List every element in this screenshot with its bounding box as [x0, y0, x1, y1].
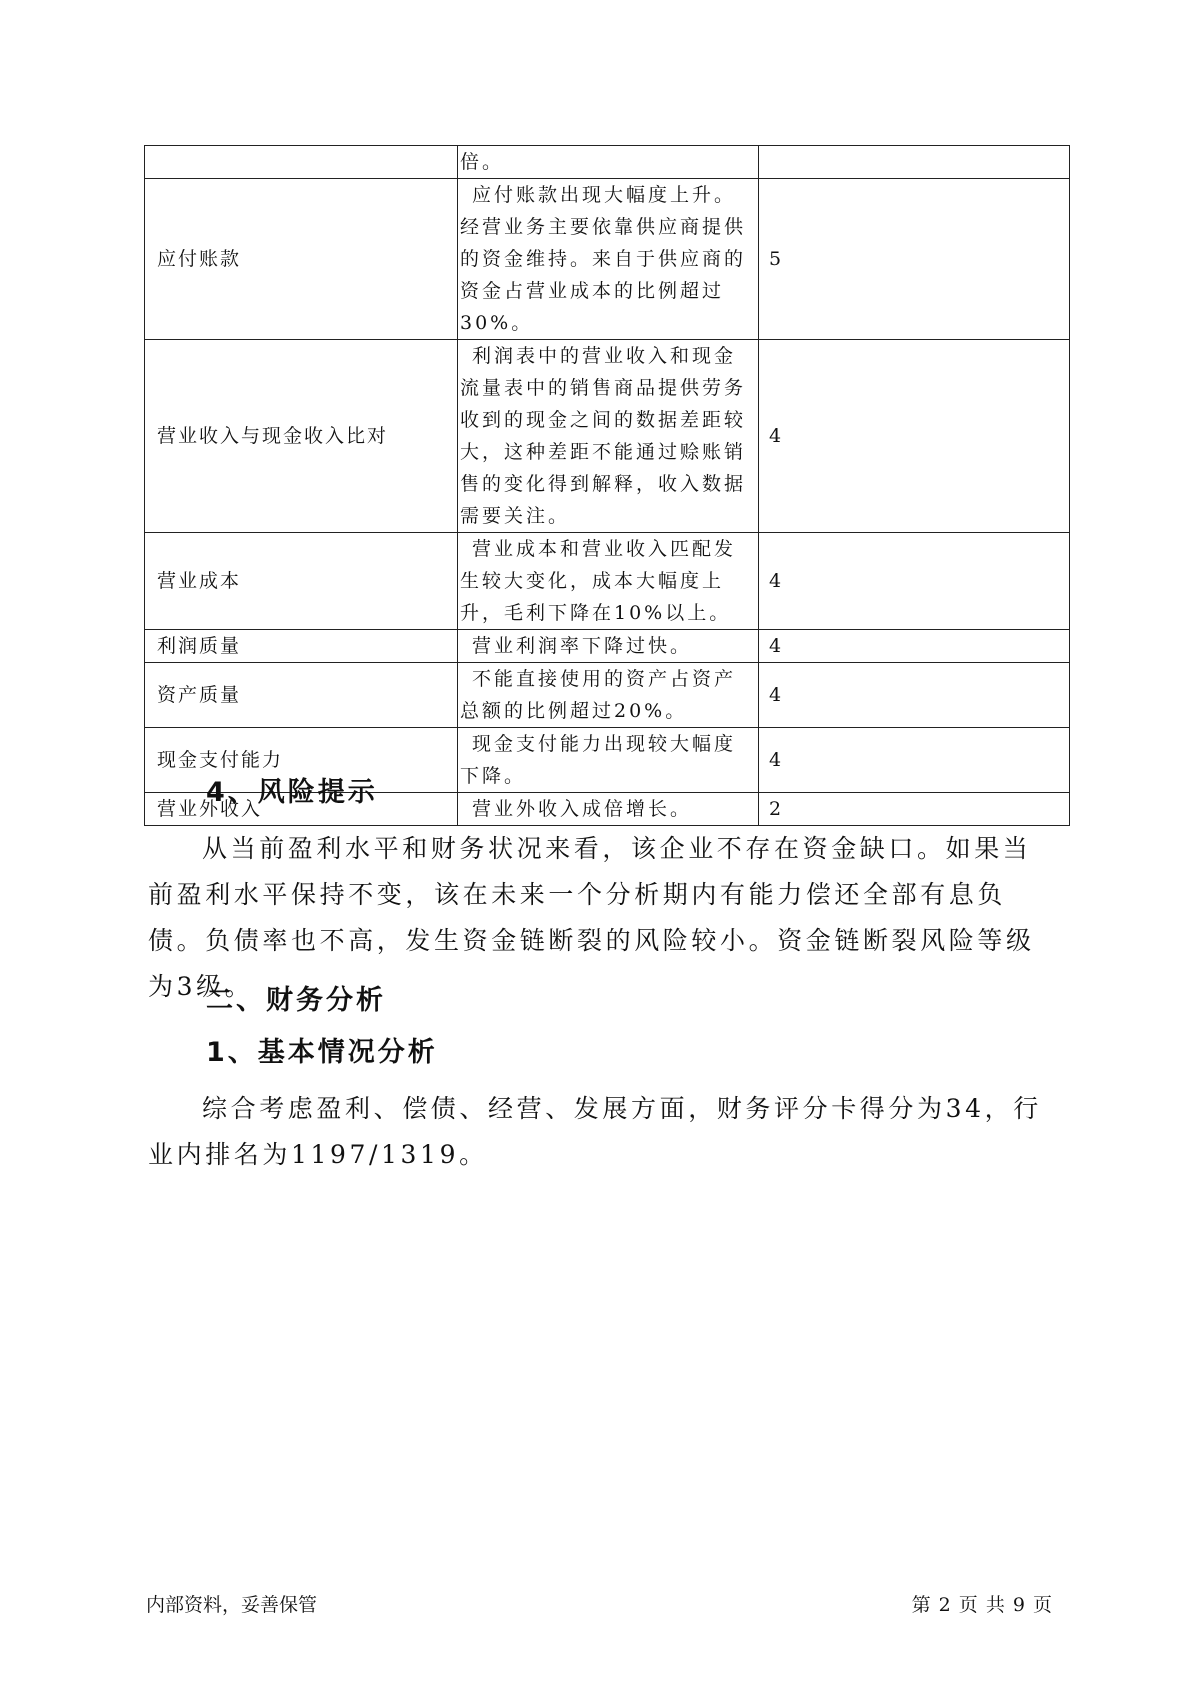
risk-warning-paragraph: 从当前盈利水平和财务状况来看，该企业不存在资金缺口。如果当前盈利水平保持不变，该在未来一个分析期内有能力偿还全部有息负债。负债率也不高，发生资金链断裂的风险较小。资金链断裂风险等级为3级。 [148, 834, 1035, 1001]
indicator-description: 现金支付能力出现较大幅度下降。 [458, 728, 759, 793]
table-row [145, 533, 1070, 630]
footer-confidential-note: 内部资料，妥善保管 [146, 1594, 318, 1616]
indicator-score: 5 [759, 179, 1070, 340]
indicator-score: 4 [759, 533, 1070, 630]
indicator-description: 营业利润率下降过快。 [458, 630, 759, 663]
basic-analysis-heading: 1、基本情况分析 [206, 1037, 438, 1068]
indicator-score: 4 [759, 728, 1070, 793]
table-row [145, 146, 1070, 179]
indicator-score: 2 [759, 793, 1070, 826]
indicator-name: 营业成本 [145, 533, 458, 630]
risk-warning-heading: 4、风险提示 [206, 777, 378, 808]
indicator-description: 应付账款出现大幅度上升。经营业务主要依靠供应商提供的资金维持。来自于供应商的资金占营业成本的比例超过30%。 [458, 179, 759, 340]
indicator-name: 营业收入与现金收入比对 [145, 340, 458, 533]
table-row [145, 663, 1070, 728]
indicator-name: 营业外收入 [145, 793, 458, 826]
table-row [145, 630, 1070, 663]
indicator-name: 利润质量 [145, 630, 458, 663]
financial-analysis-heading: 二、财务分析 [206, 985, 386, 1016]
indicator-description: 营业成本和营业收入匹配发生较大变化，成本大幅度上升，毛利下降在10%以上。 [458, 533, 759, 630]
indicator-name [145, 146, 458, 179]
indicator-description: 利润表中的营业收入和现金流量表中的销售商品提供劳务收到的现金之间的数据差距较大，这种差距不能通过赊账销售的变化得到解释，收入数据需要关注。 [458, 340, 759, 533]
indicator-score: 4 [759, 630, 1070, 663]
indicator-description: 营业外收入成倍增长。 [458, 793, 759, 826]
basic-analysis-paragraph: 综合考虑盈利、偿债、经营、发展方面，财务评分卡得分为34，行业内排名为1197/1319。 [148, 1094, 1042, 1169]
indicator-score [759, 146, 1070, 179]
indicator-score: 4 [759, 663, 1070, 728]
indicator-name: 应付账款 [145, 179, 458, 340]
risk-indicator-table [144, 145, 1070, 826]
indicator-name: 资产质量 [145, 663, 458, 728]
indicator-score: 4 [759, 340, 1070, 533]
table-row [145, 179, 1070, 340]
indicator-description: 不能直接使用的资产占资产总额的比例超过20%。 [458, 663, 759, 728]
indicator-name: 现金支付能力 [145, 728, 458, 793]
table-row [145, 340, 1070, 533]
page-number: 第 2 页 共 9 页 [911, 1594, 1053, 1616]
indicator-description: 倍。 [458, 146, 759, 179]
